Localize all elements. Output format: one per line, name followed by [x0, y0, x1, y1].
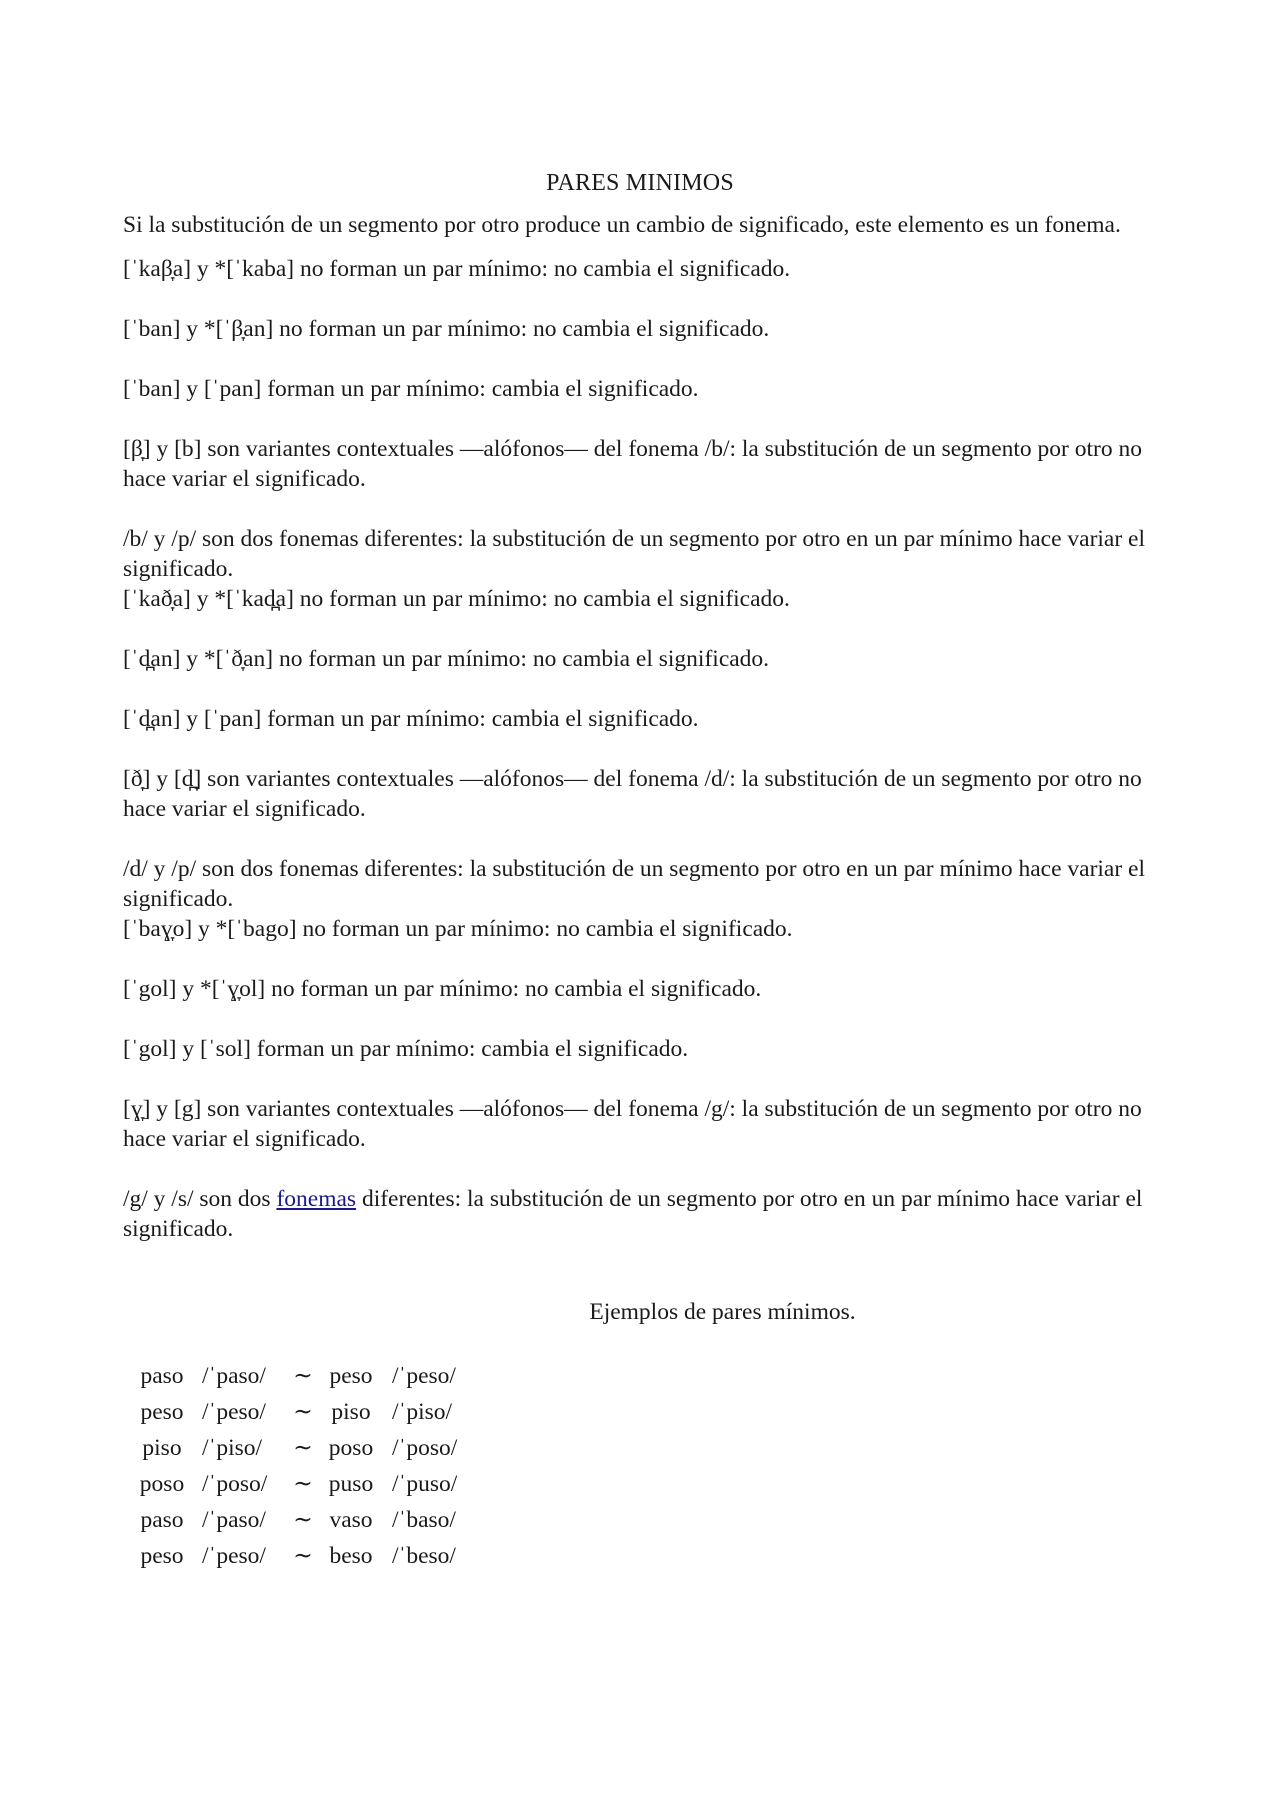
- paragraph-b-5: /b/ y /p/ son dos fonemas diferentes: la substitución de un segmento por otro en un par mínimo hace variar el significado.: [123, 526, 1146, 582]
- paragraph-b-1: [ˈkaβ̞a] y *[ˈkaba] no forman un par mínimo: no cambia el significado.: [123, 256, 791, 282]
- example-row: [130, 1394, 482, 1430]
- example-phonemic-1: /ˈpeso/: [202, 1399, 266, 1425]
- paragraph-g-4: [ɣ̞] y [g] son variantes contextuales —alófonos— del fonema /g/: la substitución de un segmento por otro no hace variar el significado.: [123, 1096, 1142, 1152]
- tilde-separator: ∼: [293, 1435, 313, 1461]
- paragraph-g-3: [ˈgol] y [ˈsol] forman un par mínimo: cambia el significado.: [123, 1036, 689, 1062]
- fonemas-link[interactable]: fonemas: [276, 1186, 357, 1212]
- tilde-separator: ∼: [293, 1399, 313, 1425]
- paragraph-g-5-before: /g/ y /s/ son dos: [123, 1186, 277, 1212]
- paragraph-g-5: [123, 1184, 1183, 1244]
- tilde-separator: ∼: [293, 1543, 313, 1569]
- paragraph-d-5: /d/ y /p/ son dos fonemas diferentes: la substitución de un segmento por otro en un par mínimo hace variar el significado.: [123, 856, 1146, 912]
- document-body: [123, 210, 1183, 1244]
- tilde-separator: ∼: [293, 1471, 313, 1497]
- example-phonemic-1: /ˈpiso/: [202, 1435, 263, 1461]
- example-phonemic-1: /ˈpaso/: [202, 1363, 266, 1389]
- paragraph-d-4: [ð̞] y [d̪] son variantes contextuales —alófonos— del fonema /d/: la substitución de un segmento por otro no hace variar el significado.: [123, 766, 1142, 822]
- paragraph-g-5-after: diferentes: la substitución de un segmento por otro en un par mínimo hace variar el significado.: [123, 1186, 1143, 1242]
- example-word-2: piso: [331, 1399, 371, 1425]
- page-title: PARES MINIMOS: [546, 170, 734, 196]
- example-phonemic-2: /ˈpiso/: [392, 1399, 453, 1425]
- paragraph-g-1: [ˈbaɣ̞o] y *[ˈbago] no forman un par mínimo: no cambia el significado.: [123, 916, 793, 942]
- example-phonemic-2: /ˈposo/: [392, 1435, 458, 1461]
- example-row: [130, 1430, 482, 1466]
- example-row: [130, 1502, 482, 1538]
- example-phonemic-2: /ˈbaso/: [392, 1507, 456, 1533]
- example-word-1: poso: [139, 1471, 185, 1497]
- intro-paragraph: Si la substitución de un segmento por otro produce un cambio de significado, este elemento es un fonema.: [123, 212, 1121, 238]
- example-phonemic-1: /ˈpaso/: [202, 1507, 266, 1533]
- example-word-1: paso: [140, 1507, 184, 1533]
- examples-list: [130, 1358, 482, 1574]
- paragraph-d-3: [ˈd̪an] y [ˈpan] forman un par mínimo: cambia el significado.: [123, 706, 699, 732]
- example-word-2: peso: [329, 1363, 373, 1389]
- tilde-separator: ∼: [293, 1507, 313, 1533]
- paragraph-g-2: [ˈgol] y *[ˈɣ̞ol] no forman un par mínimo: no cambia el significado.: [123, 976, 762, 1002]
- paragraph-b-2: [ˈban] y *[ˈβ̞an] no forman un par mínimo: no cambia el significado.: [123, 316, 770, 342]
- example-phonemic-1: /ˈpeso/: [202, 1543, 266, 1569]
- example-phonemic-2: /ˈpuso/: [392, 1471, 458, 1497]
- paragraph-d-2: [ˈd̪an] y *[ˈð̞an] no forman un par mínimo: no cambia el significado.: [123, 646, 770, 672]
- example-row: [130, 1538, 482, 1574]
- paragraph-b-3: [ˈban] y [ˈpan] forman un par mínimo: cambia el significado.: [123, 376, 699, 402]
- example-word-2: beso: [329, 1543, 373, 1569]
- paragraph-d-1: [ˈkað̞a] y *[ˈkad̪a] no forman un par mínimo: no cambia el significado.: [123, 586, 790, 612]
- example-word-2: poso: [328, 1435, 374, 1461]
- example-phonemic-2: /ˈbeso/: [392, 1543, 456, 1569]
- example-word-1: peso: [140, 1543, 184, 1569]
- paragraph-b-4: [β̞] y [b] son variantes contextuales —alófonos— del fonema /b/: la substitución de un segmento por otro no hace variar el significado.: [123, 436, 1142, 492]
- example-word-1: piso: [142, 1435, 182, 1461]
- example-row: [130, 1466, 482, 1502]
- tilde-separator: ∼: [293, 1363, 313, 1389]
- example-word-1: peso: [140, 1399, 184, 1425]
- example-word-2: puso: [328, 1471, 374, 1497]
- example-phonemic-2: /ˈpeso/: [392, 1363, 456, 1389]
- examples-heading: Ejemplos de pares mínimos.: [589, 1299, 856, 1325]
- example-row: [130, 1358, 482, 1394]
- example-phonemic-1: /ˈposo/: [202, 1471, 268, 1497]
- example-word-1: paso: [140, 1363, 184, 1389]
- example-word-2: vaso: [329, 1507, 373, 1533]
